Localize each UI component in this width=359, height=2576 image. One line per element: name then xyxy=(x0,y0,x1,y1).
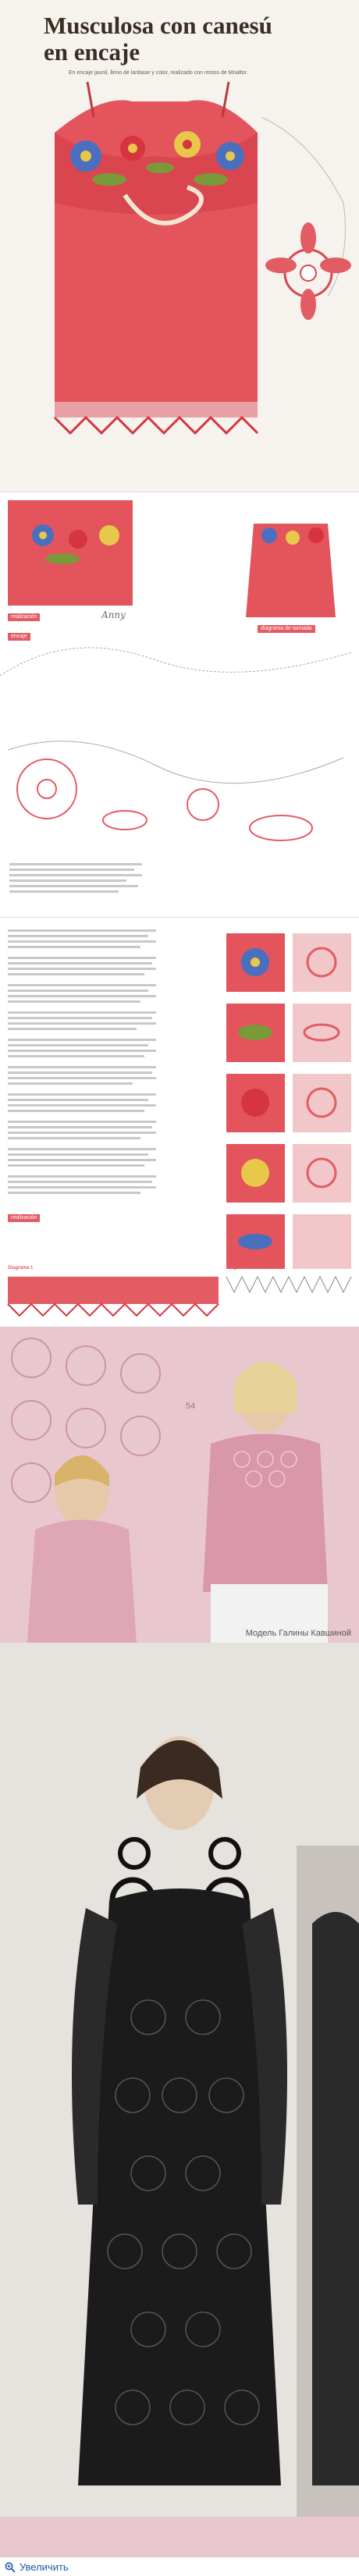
hero-photo xyxy=(0,0,359,492)
tag-encaje: encaje xyxy=(8,633,30,641)
diagram-2-label: Diagrama 2 xyxy=(226,1266,252,1270)
pink-photo xyxy=(0,1327,359,1643)
subtitle: En encaje jaunil, lleno de lanbase y color, realizado con restos de Mnaltor. xyxy=(69,70,248,76)
hero-section xyxy=(0,0,359,492)
photo-caption: Модель Галины Кавшиной xyxy=(245,1629,351,1638)
footer-bar xyxy=(0,2556,359,2576)
steps-graphics xyxy=(0,918,359,1327)
tag-diagram-top: diagrama de tamiado xyxy=(258,625,315,633)
brand-mid: Anny xyxy=(101,609,126,620)
instructions-graphics xyxy=(0,492,359,917)
black-dress-photo xyxy=(0,1643,359,2556)
instructions-section xyxy=(0,492,359,917)
diagram-1-label: Diagrama 1 xyxy=(8,1266,34,1270)
step-photos xyxy=(226,933,351,1269)
photo-number: 54 xyxy=(186,1402,196,1411)
black-dress-section xyxy=(0,1643,359,2556)
pink-photo-section xyxy=(0,1327,359,1643)
hem-lace xyxy=(55,402,258,433)
title-line-2: en encaje xyxy=(44,38,140,66)
tag-realization-2: realización xyxy=(8,1214,40,1222)
zoom-icon xyxy=(5,2562,16,2573)
diagram-overlay xyxy=(261,117,351,320)
zoom-button[interactable] xyxy=(5,2561,69,2573)
tag-realization: realización xyxy=(8,613,40,621)
zoom-label[interactable]: Увеличить xyxy=(20,2561,69,2573)
title-line-1: Musculosa con canesú xyxy=(44,12,272,39)
steps-section xyxy=(0,917,359,1327)
